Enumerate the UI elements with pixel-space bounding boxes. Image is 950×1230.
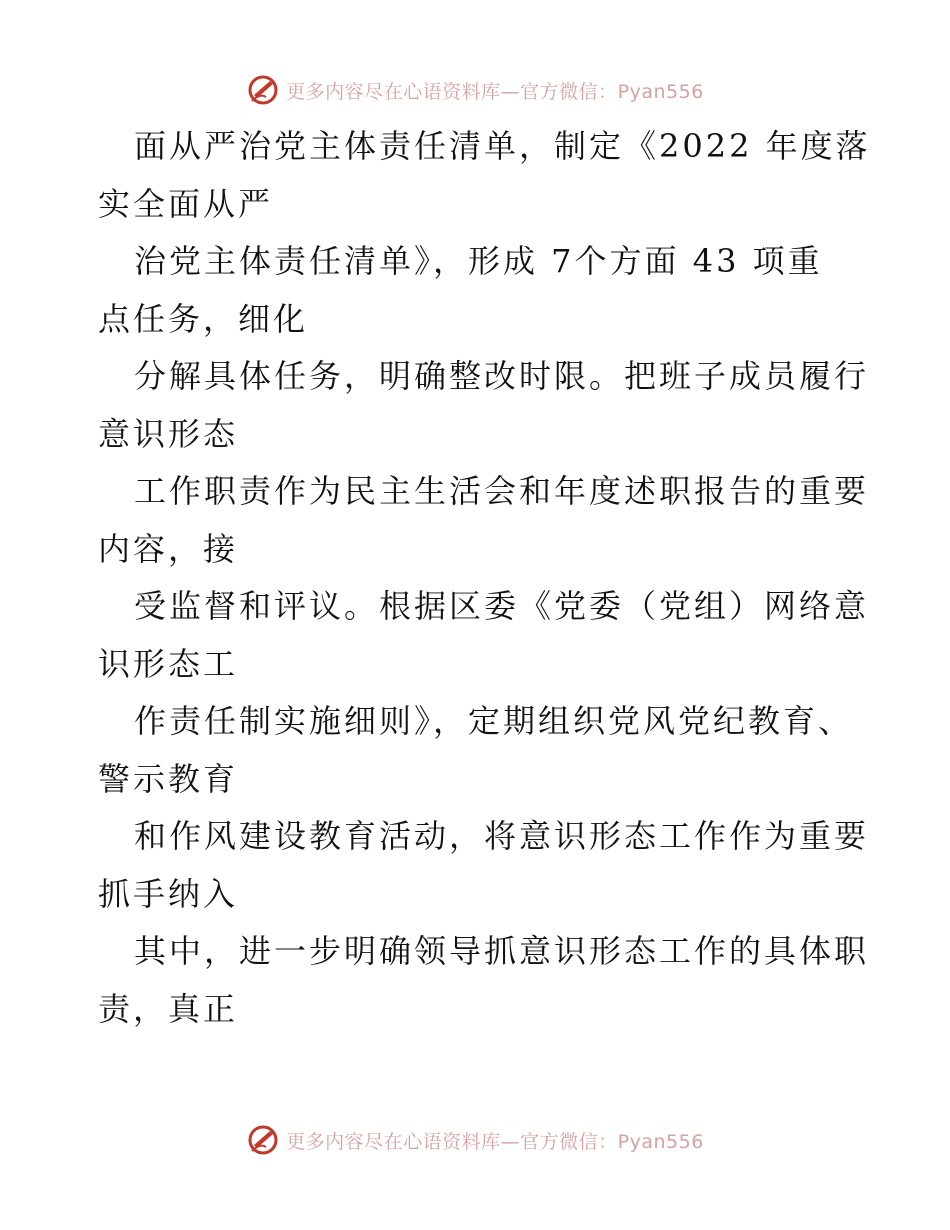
text-line-6: 意识形态 [98, 414, 239, 453]
text-line-5: 分解具体任务，明确整改时限。把班子成员履行 [134, 357, 870, 395]
text-line-9: 受监督和评议。根据区委《党委（党组）网络意 [134, 587, 870, 625]
text-line-2: 实全面从严 [98, 184, 274, 223]
text-line-13: 和作风建设教育活动，将意识形态工作作为重要 [134, 817, 870, 855]
text-line-1: 面从严治党主体责任清单，制定《2022 年度落 [134, 127, 871, 165]
header-watermark-text: 更多内容尽在心语资料库—官方微信：Pyan556 [286, 80, 704, 103]
footer-watermark [0, 1120, 950, 1160]
header-watermark [0, 70, 950, 110]
text-line-12: 警示教育 [98, 759, 239, 798]
text-line-10: 识形态工 [98, 644, 239, 683]
footer-watermark-text: 更多内容尽在心语资料库—官方微信：Pyan556 [286, 1130, 704, 1153]
text-line-14: 抓手纳入 [98, 874, 239, 913]
document-body [98, 118, 871, 1038]
text-line-16: 责，真正 [98, 989, 239, 1028]
pen-swirl-logo-icon [246, 1123, 280, 1157]
text-line-11: 作责任制实施细则》，定期组织党风党纪教育、 [134, 702, 854, 740]
pen-swirl-logo-icon [246, 73, 280, 107]
text-line-4: 点任务，细化 [98, 299, 309, 338]
text-line-8: 内容，接 [98, 529, 239, 568]
text-line-3: 治党主体责任清单》，形成 7个方面 43 项重 [134, 242, 823, 280]
text-line-15: 其中，进一步明确领导抓意识形态工作的具体职 [134, 932, 870, 970]
text-line-7: 工作职责作为民主生活会和年度述职报告的重要 [134, 472, 870, 510]
